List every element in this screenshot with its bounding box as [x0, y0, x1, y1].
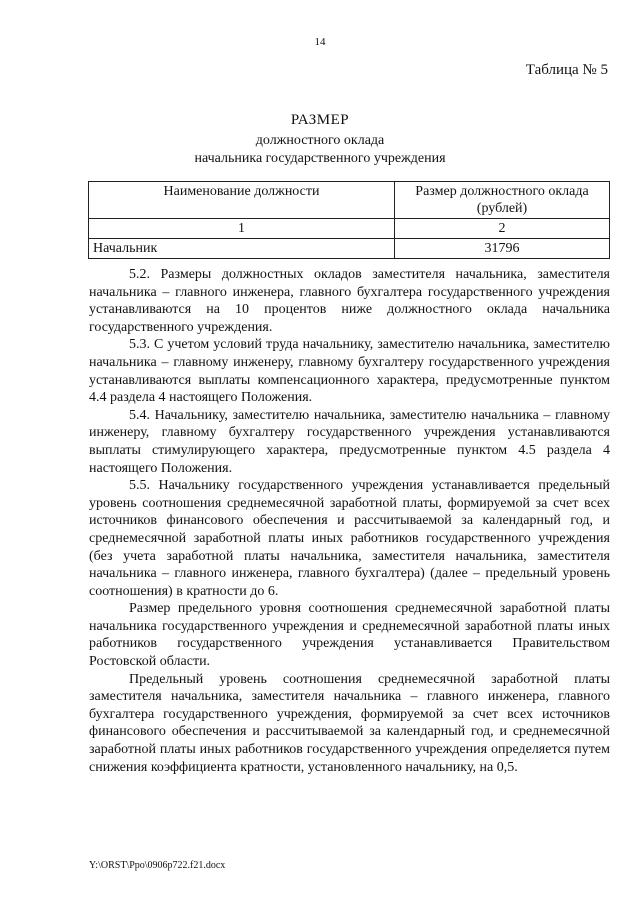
paragraph-5-3: 5.3. С учетом условий труда начальнику, заместителю начальника, заместителю начальника – главному инженеру, главному бухгалтеру государственного учреждения устанавливаются выплаты компенсационного характера, предусмотренные пунктом 4.4 раздела 4 настоящего Положения. — [89, 337, 610, 406]
header-salary: Размер должностного оклада (рублей) — [395, 182, 610, 219]
document-title: РАЗМЕР — [290, 112, 350, 128]
page-number: 14 — [314, 36, 326, 48]
document-subtitle: должностного оклада — [255, 133, 385, 148]
column-number-1: 1 — [89, 219, 395, 239]
header-position: Наименование должности — [89, 182, 395, 219]
document-body — [89, 266, 610, 776]
paragraph-5-5-deputy: Предельный уровень соотношения среднемесячной заработной платы заместителя начальника, заместителя начальника – главного инженера, главного бухгалтера государственного учреждения, формируемой за счет всех источников финансового обеспечения и рассчитываемой за календарный год, и среднемесячной заработной платы иных работников государственного учреждения определяется путем снижения коэффициента кратности, установленного начальнику, на 0,5. — [89, 671, 610, 775]
salary-table — [88, 181, 610, 259]
table-row — [89, 239, 610, 259]
paragraph-5-2: 5.2. Размеры должностных окладов заместителя начальника, заместителя начальника – главного инженера, главного бухгалтера государственного учреждения устанавливаются на 10 процентов ниже должностного оклада начальника государственного учреждения. — [89, 267, 610, 335]
cell-position: Начальник — [89, 239, 395, 259]
table-label: Таблица № 5 — [525, 62, 608, 78]
footer-file-path: Y:\ORST\Ppo\0906p722.f21.docx — [89, 860, 226, 871]
paragraph-5-5-limit: Размер предельного уровня соотношения среднемесячной заработной платы начальника государственного учреждения и среднемесячной заработной платы иных работников государственного учреждения устанавливается Правительством Ростовской области. — [89, 601, 610, 670]
table-header-row — [89, 182, 610, 219]
document-subtitle-2: начальника государственного учреждения — [194, 151, 446, 166]
table-number-row — [89, 219, 610, 239]
paragraph-5-4: 5.4. Начальнику, заместителю начальника, заместителю начальника – главному инженеру, главному бухгалтеру государственного учреждения устанавливаются выплаты стимулирующего характера, предусмотренные пунктом 4.5 раздела 4 настоящего Положения. — [89, 407, 610, 476]
paragraph-5-5: 5.5. Начальнику государственного учреждения устанавливается предельный уровень соотношения среднемесячной заработной платы, формируемой за счет всех источников финансового обеспечения и рассчитываемой за календарный год, и среднемесячной заработной платы иных работников государственного учреждения (без учета заработной платы начальника, заместителя начальника, заместителя начальника – главного инженера, главного бухгалтера) (далее – предельный уровень соотношения) в кратности до 6. — [89, 478, 610, 599]
column-number-2: 2 — [395, 219, 610, 239]
cell-salary: 31796 — [395, 239, 610, 259]
